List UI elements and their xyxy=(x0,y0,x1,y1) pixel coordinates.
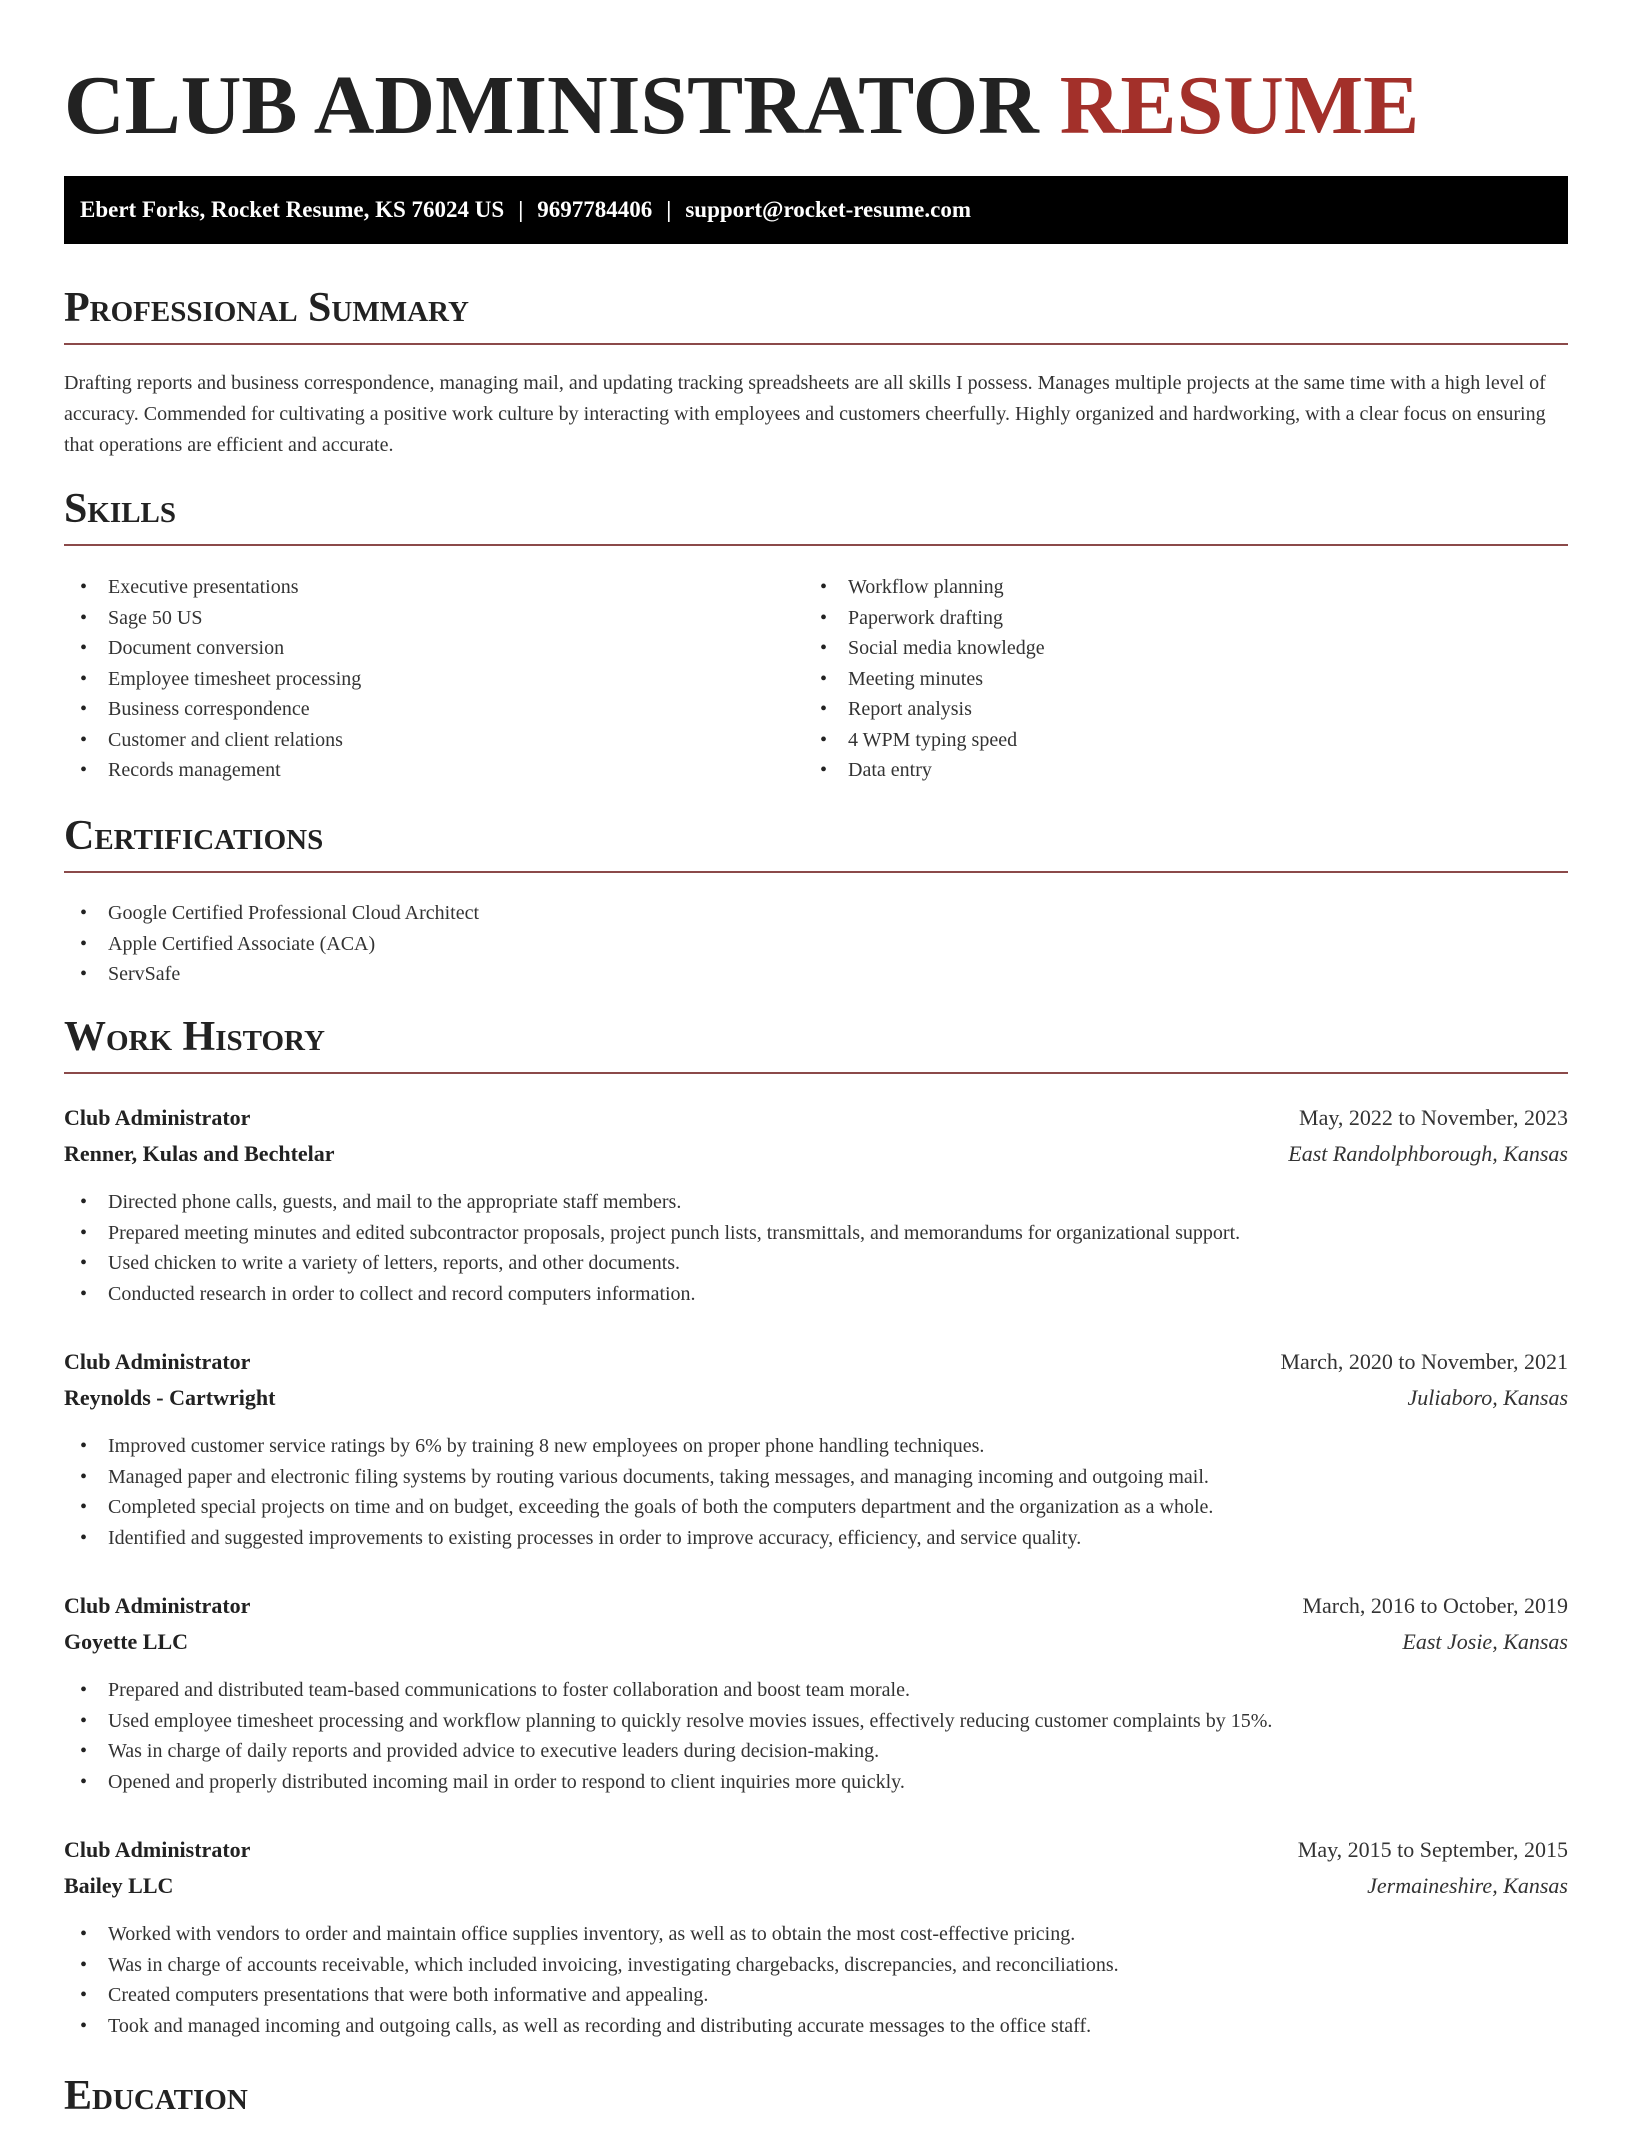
skill-item: • Meeting minutes xyxy=(804,664,1564,695)
skill-item: • Business correspondence xyxy=(64,694,804,725)
job-bullets xyxy=(64,1187,1568,1309)
job-bullet: • Was in charge of daily reports and provided advice to executive leaders during decision-making. xyxy=(64,1736,1568,1767)
job-company: Goyette LLC xyxy=(64,1629,189,1654)
job-title: Club Administrator xyxy=(64,1837,251,1862)
job-title-row xyxy=(64,1100,1568,1136)
contact-bar xyxy=(64,176,1568,244)
job-company-row xyxy=(64,1868,1568,1904)
skills-heading: Skills xyxy=(64,484,1568,546)
job-company: Reynolds - Cartwright xyxy=(64,1385,276,1410)
skill-item: • Employee timesheet processing xyxy=(64,664,804,695)
job-title: Club Administrator xyxy=(64,1105,251,1130)
skill-item: • Records management xyxy=(64,755,804,786)
title-main: CLUB ADMINISTRATOR xyxy=(64,59,1039,152)
job-bullets xyxy=(64,1431,1568,1553)
work-history-heading: Work History xyxy=(64,1012,1568,1074)
job-company-row xyxy=(64,1136,1568,1172)
job-location: Jermaineshire, Kansas xyxy=(1367,1873,1568,1898)
title-accent: RESUME xyxy=(1059,59,1420,152)
job-bullet: • Identified and suggested improvements to existing processes in order to improve accuracy, efficiency, and service quality. xyxy=(64,1523,1568,1554)
skills-list-left xyxy=(64,572,804,786)
job-bullet: • Prepared meeting minutes and edited subcontractor proposals, project punch lists, transmittals, and memorandums for organizational support. xyxy=(64,1218,1568,1249)
job-dates: March, 2020 to November, 2021 xyxy=(1280,1349,1568,1374)
job-bullet: • Created computers presentations that were both informative and appealing. xyxy=(64,1980,1568,2011)
skill-item: • Customer and client relations xyxy=(64,725,804,756)
job-bullet: • Opened and properly distributed incoming mail in order to respond to client inquiries more quickly. xyxy=(64,1767,1568,1798)
job-title-row xyxy=(64,1832,1568,1868)
job-title-row xyxy=(64,1588,1568,1624)
job-bullet: • Worked with vendors to order and maintain office supplies inventory, as well as to obtain the most cost-effective pricing. xyxy=(64,1919,1568,1950)
job-dates: May, 2022 to November, 2023 xyxy=(1299,1105,1568,1130)
job-bullets xyxy=(64,1675,1568,1797)
skill-item: • Social media knowledge xyxy=(804,633,1564,664)
job-bullet: • Directed phone calls, guests, and mail to the appropriate staff members. xyxy=(64,1187,1568,1218)
summary-heading: Professional Summary xyxy=(64,283,1568,345)
job-company-row xyxy=(64,1624,1568,1660)
contact-email: support@rocket-resume.com xyxy=(685,197,971,222)
skill-item: • Report analysis xyxy=(804,694,1564,725)
job-bullet: • Conducted research in order to collect and record computers information. xyxy=(64,1279,1568,1310)
contact-separator: | xyxy=(518,197,524,222)
skill-item: • Document conversion xyxy=(64,633,804,664)
education-heading: Education xyxy=(64,2073,248,2119)
certifications-heading: Certifications xyxy=(64,811,1568,873)
job-bullet: • Managed paper and electronic filing systems by routing various documents, taking messages, and managing incoming and outgoing mail. xyxy=(64,1462,1568,1493)
job-location: East Randolphborough, Kansas xyxy=(1288,1141,1568,1166)
skill-item: • Workflow planning xyxy=(804,572,1564,603)
job-bullet: • Took and managed incoming and outgoing calls, as well as recording and distributing accurate messages to the office staff. xyxy=(64,2011,1568,2042)
skills-list-right xyxy=(804,572,1564,786)
job-bullet: • Used employee timesheet processing and workflow planning to quickly resolve movies issues, effectively reducing customer complaints by 15%. xyxy=(64,1706,1568,1737)
skill-item: • 4 WPM typing speed xyxy=(804,725,1564,756)
job-location: Juliaboro, Kansas xyxy=(1407,1385,1568,1410)
job-company-row xyxy=(64,1380,1568,1416)
skill-item: • Executive presentations xyxy=(64,572,804,603)
summary-text: Drafting reports and business correspondence, managing mail, and updating tracking spreadsheets are all skills I possess. Manages multiple projects at the same time with a high level of accuracy. Commended for cultivating a positive work culture by interacting with employees and customers cheerfully. Highly organized and hardworking, with a clear focus on ensuring that operations are efficient and accurate. xyxy=(64,372,1546,456)
skill-item: • Data entry xyxy=(804,755,1564,786)
job-location: East Josie, Kansas xyxy=(1402,1629,1568,1654)
job-company: Renner, Kulas and Bechtelar xyxy=(64,1141,335,1166)
job-bullet: • Used chicken to write a variety of letters, reports, and other documents. xyxy=(64,1248,1568,1279)
job-dates: March, 2016 to October, 2019 xyxy=(1302,1593,1568,1618)
contact-address: Ebert Forks, Rocket Resume, KS 76024 US xyxy=(80,197,505,222)
certification-item: • Apple Certified Associate (ACA) xyxy=(64,929,1568,960)
certification-item: • Google Certified Professional Cloud Architect xyxy=(64,898,1568,929)
certifications-list xyxy=(64,898,1568,990)
skill-item: • Sage 50 US xyxy=(64,603,804,634)
job-bullet: • Was in charge of accounts receivable, which included invoicing, investigating chargebacks, discrepancies, and reconciliations. xyxy=(64,1950,1568,1981)
job-bullet: • Prepared and distributed team-based communications to foster collaboration and boost team morale. xyxy=(64,1675,1568,1706)
job-bullet: • Improved customer service ratings by 6% by training 8 new employees on proper phone handling techniques. xyxy=(64,1431,1568,1462)
contact-phone: 9697784406 xyxy=(537,197,653,222)
contact-separator: | xyxy=(666,197,672,222)
job-dates: May, 2015 to September, 2015 xyxy=(1297,1837,1568,1862)
job-title: Club Administrator xyxy=(64,1593,251,1618)
skill-item: • Paperwork drafting xyxy=(804,603,1564,634)
job-bullets xyxy=(64,1919,1568,2041)
job-company: Bailey LLC xyxy=(64,1873,174,1898)
job-bullet: • Completed special projects on time and on budget, exceeding the goals of both the computers department and the organization as a whole. xyxy=(64,1492,1568,1523)
job-title-row xyxy=(64,1344,1568,1380)
certification-item: • ServSafe xyxy=(64,959,1568,990)
job-title: Club Administrator xyxy=(64,1349,251,1374)
resume-title xyxy=(64,56,1419,156)
